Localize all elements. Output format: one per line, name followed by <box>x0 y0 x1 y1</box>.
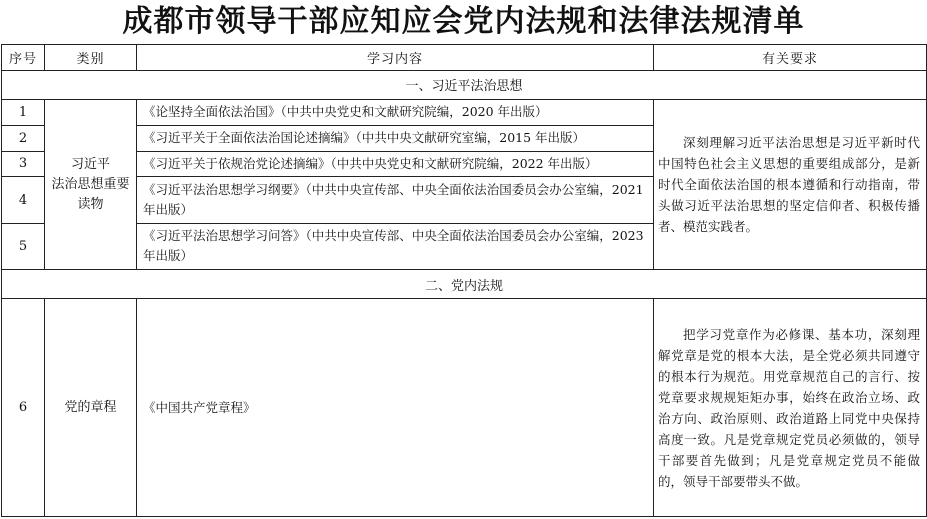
content-cell: 《论坚持全面依法治国》（中共中央党史和文献研究院编，2020 年出版） <box>137 99 654 125</box>
section-heading: 二、党内法规 <box>2 270 927 299</box>
row-index: 4 <box>2 177 45 223</box>
category-cell: 党的章程 <box>45 299 137 517</box>
content-cell: 《习近平关于全面依法治国论述摘编》（中共中央文献研究室编，2015 年出版） <box>137 125 654 151</box>
requirement-cell: 把学习党章作为必修课、基本功，深刻理解党章是党的根本大法，是全党必须共同遵守的根本行为规范。用党章规范自己的言行、按党章要求规规矩矩办事，始终在政治立场、政治方向、政治原则、政治道路上同党中央保持高度一致。凡是党章规定党员必须做的，领导干部要首先做到；凡是党章规定党员不能做的，领导干部要带头不做。 <box>654 299 927 517</box>
header-index: 序号 <box>2 45 45 71</box>
table-header-row <box>2 45 927 71</box>
table-row <box>2 299 927 517</box>
category-cell <box>45 99 137 269</box>
row-index: 5 <box>2 223 45 269</box>
requirement-cell: 深刻理解习近平法治思想是习近平新时代中国特色社会主义思想的重要组成部分，是新时代全面依法治国的根本遵循和行动指南，带头做习近平法治思想的坚定信仰者、积极传播者、模范实践者。 <box>654 99 927 269</box>
row-index: 6 <box>2 299 45 517</box>
header-content: 学习内容 <box>137 45 654 71</box>
category-line: 读物 <box>77 196 104 212</box>
document-title: 成都市领导干部应知应会党内法规和法律法规清单 <box>122 4 805 39</box>
content-cell: 《习近平法治思想学习纲要》（中共中央宣传部、中央全面依法治国委员会办公室编，2021 年出版） <box>137 177 654 223</box>
header-category: 类别 <box>45 45 137 71</box>
content-cell: 《中国共产党章程》 <box>137 299 654 517</box>
content-cell: 《习近平关于依规治党论述摘编》（中共中央党史和文献研究院编，2022 年出版） <box>137 151 654 177</box>
row-index: 3 <box>2 151 45 177</box>
header-requirement: 有关要求 <box>654 45 927 71</box>
category-line: 习近平 <box>70 156 110 172</box>
content-cell: 《习近平法治思想学习问答》（中共中央宣传部、中央全面依法治国委员会办公室编，2023 年出版） <box>137 223 654 269</box>
row-index: 1 <box>2 99 45 125</box>
section-heading: 一、习近平法治思想 <box>2 71 927 100</box>
regulation-list-table <box>1 44 927 517</box>
category-line: 法治思想重要 <box>51 176 130 192</box>
section-heading-row <box>2 270 927 299</box>
table-row <box>2 99 927 125</box>
row-index: 2 <box>2 125 45 151</box>
section-heading-row <box>2 71 927 100</box>
